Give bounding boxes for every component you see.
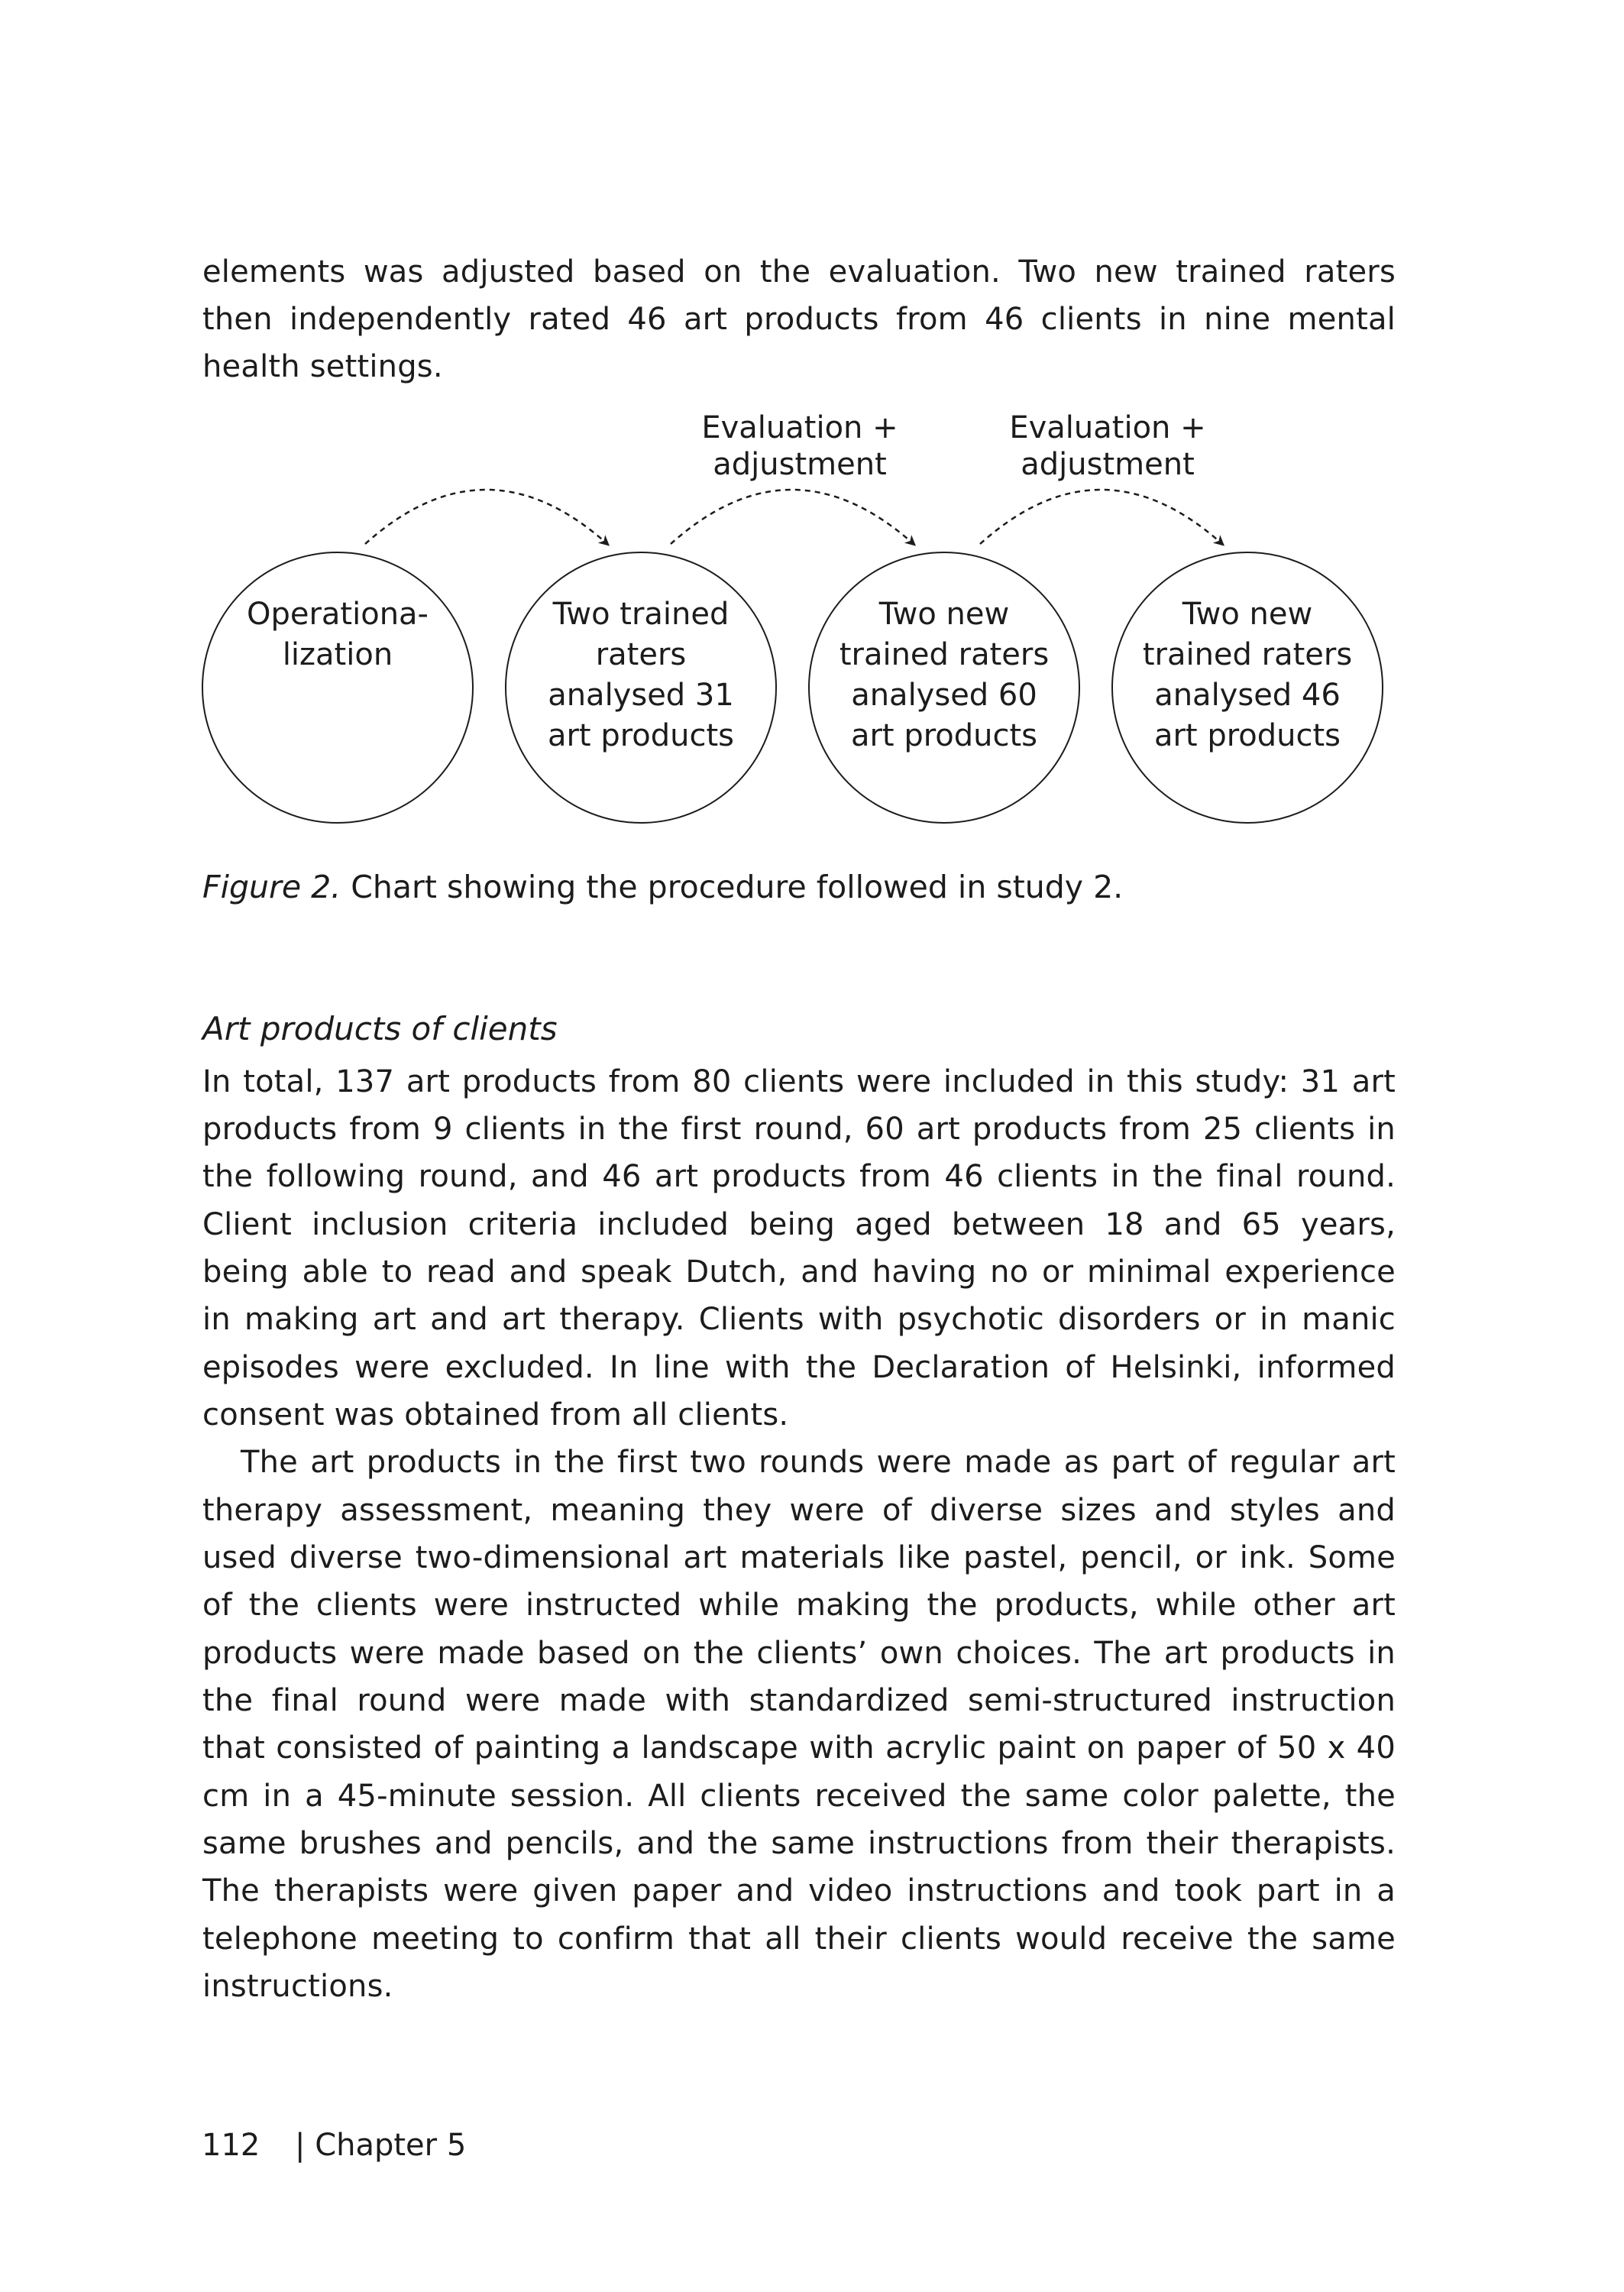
step-label-line: Evaluation + bbox=[1009, 410, 1206, 445]
figure-caption-text: Chart showing the procedure followed in study 2. bbox=[341, 869, 1124, 905]
body-line: being able to read and speak Dutch, and having no or minimal experience bbox=[202, 1254, 1396, 1290]
body-line: In total, 137 art products from 80 clients were included in this study: 31 art bbox=[202, 1064, 1396, 1099]
body-line: the following round, and 46 art products from 46 clients in the final round. bbox=[202, 1159, 1396, 1194]
step-label-1 bbox=[670, 410, 930, 483]
node-text-line: analysed 60 bbox=[851, 678, 1037, 713]
node-text-line: lization bbox=[282, 637, 393, 672]
node-text-line: trained raters bbox=[1142, 637, 1353, 672]
body-line: products from 9 clients in the first round, 60 art products from 25 clients in bbox=[202, 1112, 1396, 1147]
body-line: same brushes and pencils, and the same instructions from their therapists. bbox=[202, 1826, 1396, 1861]
intro-line: elements was adjusted based on the evaluation. Two new trained raters bbox=[202, 254, 1396, 290]
section-heading: Art products of clients bbox=[202, 1010, 558, 1047]
body-line: therapy assessment, meaning they were of diverse sizes and styles and bbox=[202, 1493, 1396, 1528]
node-text-line: Operationa- bbox=[246, 597, 429, 632]
node-text-3 bbox=[814, 594, 1074, 756]
body-line: Client inclusion criteria included being aged between 18 and 65 years, bbox=[202, 1207, 1396, 1242]
procedure-diagram bbox=[0, 0, 1624, 856]
node-text-line: analysed 31 bbox=[548, 678, 734, 713]
node-text-line: art products bbox=[1153, 718, 1341, 753]
body-line: the final round were made with standardized semi-structured instruction bbox=[202, 1683, 1396, 1718]
step-label-2 bbox=[978, 410, 1237, 483]
body-line: episodes were excluded. In line with the Declaration of Helsinki, informed bbox=[202, 1350, 1396, 1385]
figure-caption-label: Figure 2. bbox=[202, 869, 341, 905]
figure-caption bbox=[202, 868, 1123, 906]
node-text-2 bbox=[511, 594, 771, 756]
arrow-1-icon bbox=[365, 490, 607, 544]
body-line: consent was obtained from all clients. bbox=[202, 1397, 789, 1432]
intro-line: health settings. bbox=[202, 349, 443, 384]
page-number: 112 bbox=[202, 2128, 260, 2163]
body-line: The therapists were given paper and video instructions and took part in a bbox=[202, 1873, 1396, 1908]
node-text-line: trained raters bbox=[839, 637, 1050, 672]
step-label-line: Evaluation + bbox=[701, 410, 898, 445]
body-line: The art products in the first two rounds were made as part of regular art bbox=[241, 1445, 1396, 1480]
node-text-line: analysed 46 bbox=[1154, 678, 1341, 713]
body-line: of the clients were instructed while making the products, while other art bbox=[202, 1588, 1396, 1623]
node-text-1 bbox=[208, 594, 467, 675]
body-line: telephone meeting to confirm that all their clients would receive the same bbox=[202, 1921, 1396, 1957]
node-operationalization bbox=[202, 552, 474, 824]
body-line: in making art and art therapy. Clients with psychotic disorders or in manic bbox=[202, 1302, 1396, 1337]
intro-line: then independently rated 46 art products from 46 clients in nine mental bbox=[202, 302, 1396, 337]
step-label-line: adjustment bbox=[1021, 447, 1195, 482]
running-footer-chapter: | Chapter 5 bbox=[295, 2128, 467, 2163]
node-text-line: art products bbox=[850, 718, 1038, 753]
body-line: instructions. bbox=[202, 1969, 393, 2004]
node-text-line: raters bbox=[595, 637, 687, 672]
body-line: used diverse two-dimensional art materials like pastel, pencil, or ink. Some bbox=[202, 1540, 1396, 1575]
node-text-line: Two new bbox=[878, 597, 1010, 632]
node-text-line: Two trained bbox=[552, 597, 730, 632]
node-text-line: Two new bbox=[1182, 597, 1313, 632]
step-label-line: adjustment bbox=[713, 447, 887, 482]
arrow-3-icon bbox=[980, 490, 1222, 544]
body-line: products were made based on the clients’ own choices. The art products in bbox=[202, 1636, 1396, 1671]
node-text-4 bbox=[1118, 594, 1377, 756]
body-line: cm in a 45-minute session. All clients received the same color palette, the bbox=[202, 1779, 1396, 1814]
body-line: that consisted of painting a landscape with acrylic paint on paper of 50 x 40 bbox=[202, 1730, 1396, 1766]
arrow-2-icon bbox=[671, 490, 914, 544]
node-text-line: art products bbox=[547, 718, 735, 753]
